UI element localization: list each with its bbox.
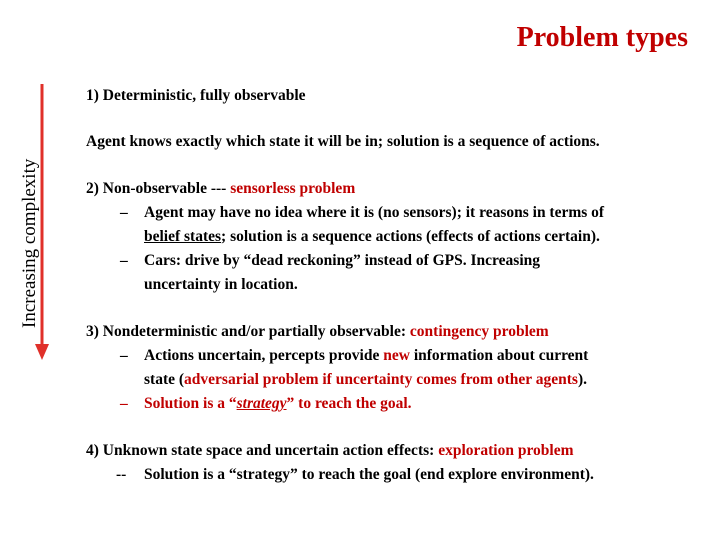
belief-states-term: belief states xyxy=(144,228,222,245)
increasing-complexity-label: Increasing complexity xyxy=(19,158,40,328)
bullet-text-a: state ( xyxy=(144,371,185,388)
bullet-dash: – xyxy=(120,347,128,364)
adversarial-note: adversarial problem if uncertainty comes from other agents xyxy=(184,371,578,388)
section2-heading-text: 2) Non-observable --- xyxy=(86,180,231,197)
heading-colon: : xyxy=(429,442,439,459)
section3-heading-red: contingency problem xyxy=(409,323,549,340)
section4-heading xyxy=(86,439,696,463)
section3-heading-text: 3) Nondeterministic and/or partially observable xyxy=(86,323,401,340)
bullet-text xyxy=(144,392,696,416)
bullet-text: Cars: drive by “dead reckoning” instead of GPS. Increasing xyxy=(144,252,540,269)
strategy-term: strategy xyxy=(236,395,287,412)
down-arrow-icon xyxy=(35,84,49,360)
new-word: new xyxy=(383,347,410,364)
section1-description: Agent knows exactly which state it will be in; solution is a sequence of actions. xyxy=(86,133,600,150)
bullet-dash: – xyxy=(120,395,128,412)
section4-bullet1 xyxy=(86,463,696,487)
bullet-text xyxy=(144,225,696,249)
bullet-text xyxy=(144,368,696,392)
section4-heading-text: 4) Unknown state space and uncertain action effects xyxy=(86,442,430,459)
problem-list xyxy=(86,84,696,487)
heading-colon: : xyxy=(400,323,410,340)
section2-bullet1 xyxy=(86,201,696,249)
section2-heading-red: sensorless problem xyxy=(230,180,356,197)
section2-heading xyxy=(86,177,696,201)
bullet-text: uncertainty in location. xyxy=(144,276,298,293)
bullet-dash: -- xyxy=(116,466,127,483)
bullet-text-a: Actions uncertain, percepts provide xyxy=(144,347,384,364)
bullet-text: Agent may have no idea where it is (no sensors); it reasons in terms of xyxy=(144,204,605,221)
bullet-text-b: information about current xyxy=(409,347,589,364)
section3-bullet2 xyxy=(86,392,696,416)
bullet-text-a: Solution is a “ xyxy=(144,395,237,412)
section3-bullet1 xyxy=(86,344,696,392)
bullet-text: Solution is a “strategy” to reach the goal (end explore environment). xyxy=(144,466,594,483)
bullet-text xyxy=(144,344,696,368)
bullet-text-rest: ; solution is a sequence actions (effects of actions certain). xyxy=(221,228,600,245)
section4-heading-red: exploration problem xyxy=(438,442,574,459)
section3-heading xyxy=(86,320,696,344)
bullet-text-b: ” to reach the goal. xyxy=(286,395,412,412)
bullet-dash: – xyxy=(120,252,128,269)
section1-heading: 1) Deterministic, fully observable xyxy=(86,87,306,104)
slide-title: Problem types xyxy=(516,22,688,53)
section2-bullet2 xyxy=(86,249,696,297)
bullet-text-b: ). xyxy=(577,371,587,388)
bullet-dash: – xyxy=(120,204,128,221)
